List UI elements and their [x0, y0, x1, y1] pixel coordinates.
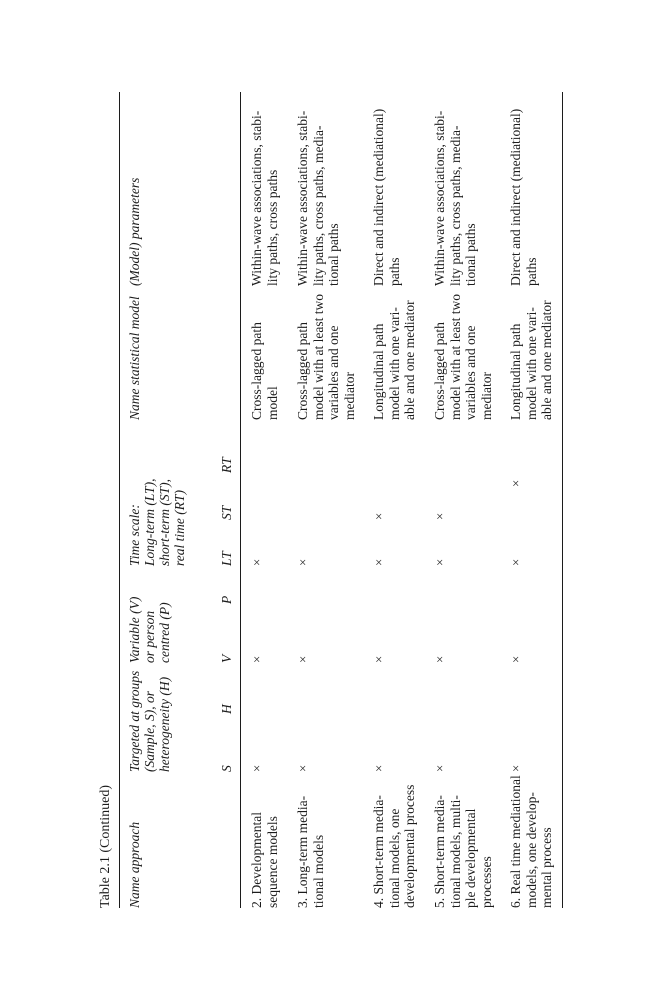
row-2-mark-S: ×	[249, 764, 264, 772]
row-2-model: Cross-lagged path model	[249, 322, 280, 420]
subheader-S: S	[219, 765, 234, 772]
row-4-params: Direct and indirect (mediational) paths	[371, 108, 402, 286]
row-3-params: Within-wave associations, stabi- lity paths, cross paths, media- tional paths	[295, 110, 341, 286]
row-6-params: Direct and indirect (mediational) paths	[508, 108, 539, 286]
row-3-model: Cross-lagged path model with at least two variables and one mediator	[295, 294, 357, 420]
row-4-model: Longitudinal path model with one vari- able and one mediator	[371, 300, 417, 420]
row-3-mark-LT: ×	[295, 558, 310, 566]
row-6-mark-V: ×	[508, 655, 523, 663]
row-5-params: Within-wave associations, stabi- lity paths, cross paths, media- tional paths	[432, 110, 478, 286]
row-4-mark-ST: ×	[371, 512, 386, 520]
header-rule	[240, 92, 241, 908]
header-variable: Variable (V) or person centred (P)	[127, 596, 172, 663]
top-rule	[119, 92, 120, 908]
row-2-params: Within-wave associations, stabi- lity paths, cross paths	[249, 110, 280, 286]
bottom-rule	[562, 92, 563, 908]
row-3-mark-S: ×	[295, 764, 310, 772]
header-time-scale: Time scale: Long-term (LT), short-term (ST), real time (RT)	[127, 478, 187, 566]
row-4-mark-LT: ×	[371, 558, 386, 566]
table-caption: Table 2.1 (Continued)	[98, 784, 113, 908]
header-groups: Targeted at groups (Sample, S), or heterogeneity (H)	[127, 670, 172, 772]
row-2-mark-V: ×	[249, 655, 264, 663]
row-4-mark-S: ×	[371, 764, 386, 772]
subheader-P: P	[219, 595, 234, 604]
row-2-approach: 2. Developmental sequence models	[249, 812, 280, 908]
header-statistical-model: Name statistical model	[127, 296, 142, 420]
row-2-mark-LT: ×	[249, 558, 264, 566]
row-6-mark-S: ×	[508, 764, 523, 772]
row-5-mark-S: ×	[432, 764, 447, 772]
row-5-approach: 5. Short-term media- tional models, multi- ple developmental processes	[432, 795, 494, 908]
subheader-LT: LT	[219, 551, 234, 566]
row-6-model: Longitudinal path model with one vari- able and one mediator	[508, 300, 554, 420]
subheader-ST: ST	[219, 505, 234, 520]
row-6-mark-RT: ×	[508, 479, 523, 487]
row-4-mark-V: ×	[371, 655, 386, 663]
subheader-H: H	[219, 704, 234, 714]
row-6-approach: 6. Real time mediational models, one develop- mental process	[508, 775, 554, 908]
row-5-model: Cross-lagged path model with at least two variables and one mediator	[432, 294, 494, 420]
header-model-parameters: (Model) parameters	[127, 177, 142, 286]
row-6-mark-LT: ×	[508, 558, 523, 566]
row-5-mark-V: ×	[432, 655, 447, 663]
header-name-approach: Name approach	[127, 821, 142, 908]
subheader-V: V	[219, 654, 234, 663]
row-3-mark-V: ×	[295, 655, 310, 663]
row-5-mark-LT: ×	[432, 558, 447, 566]
row-4-approach: 4. Short-term media- tional models, one developmental process	[371, 784, 417, 908]
subheader-RT: RT	[219, 457, 234, 473]
row-5-mark-ST: ×	[432, 512, 447, 520]
row-3-approach: 3. Long-term media- tional models	[295, 795, 326, 908]
